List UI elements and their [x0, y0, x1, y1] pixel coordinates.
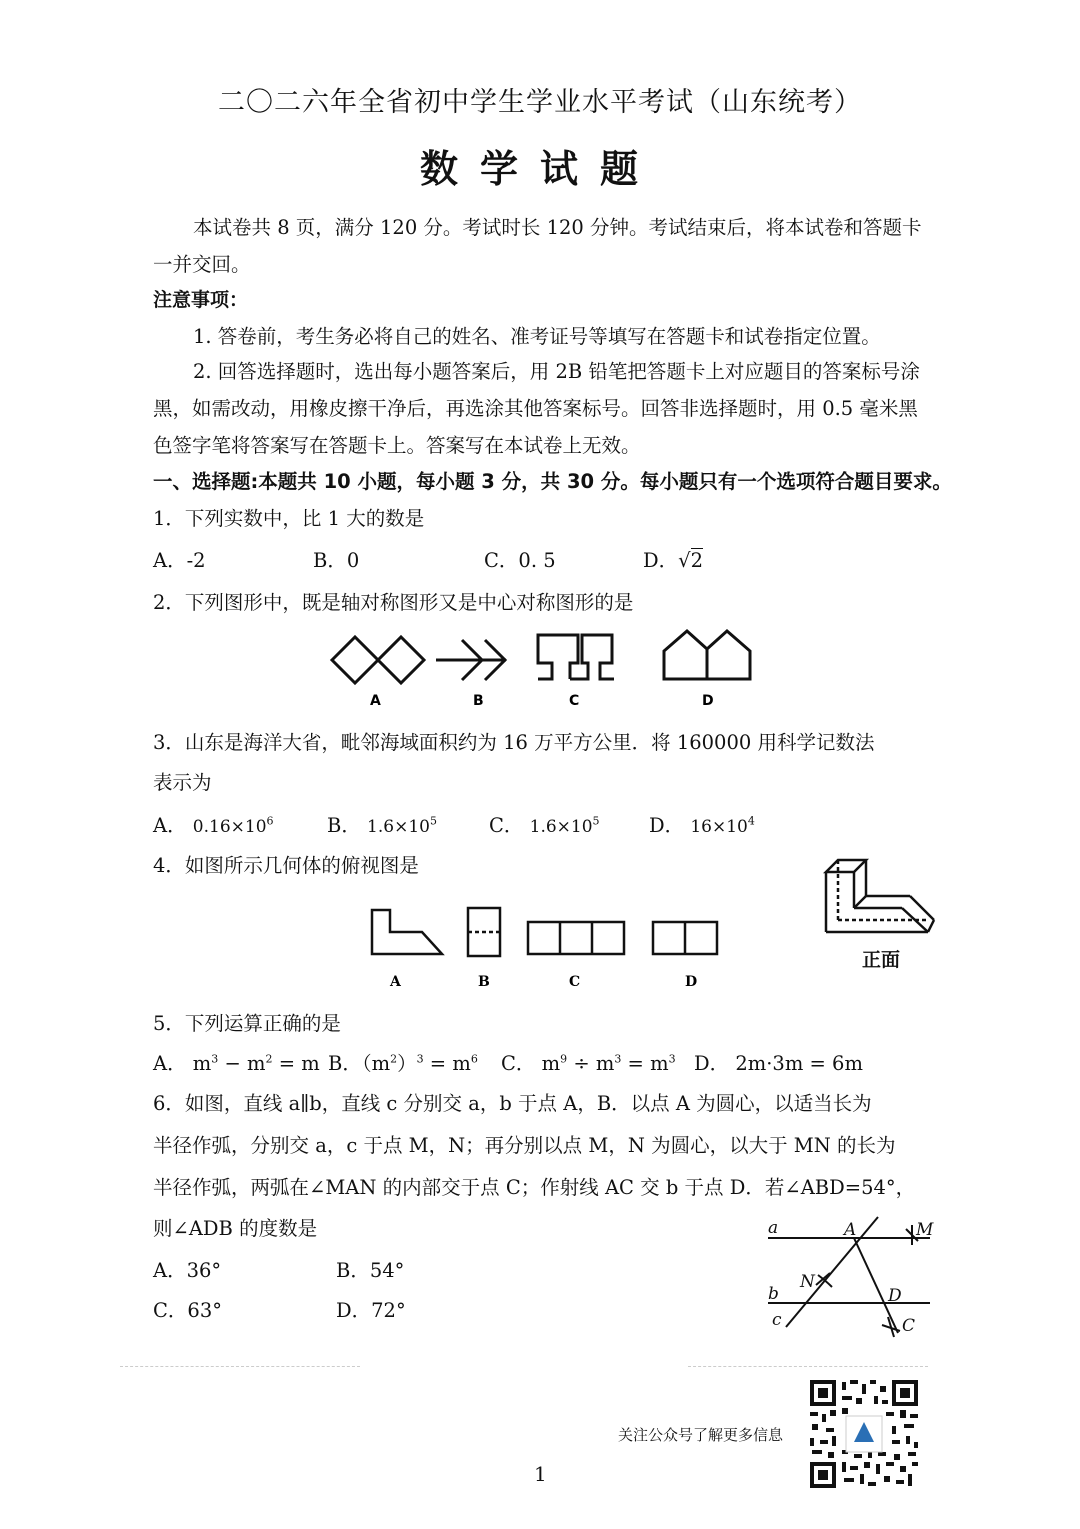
q5-a-part3: = m	[272, 1052, 320, 1075]
q2-figure-d	[664, 631, 750, 679]
q2-label-b: B	[473, 693, 484, 709]
qr-note: 关注公众号了解更多信息	[618, 1426, 784, 1444]
q5-option-b	[328, 1048, 478, 1076]
q4-label-c: C	[569, 974, 581, 990]
q1-option-d	[643, 545, 703, 573]
q3-option-c-exp: 5	[592, 814, 600, 828]
q3-option-c-base: 1.6×10	[529, 817, 593, 837]
q5-c-part2: ÷ m	[567, 1052, 615, 1075]
q1-option-d-label: D．	[643, 549, 679, 572]
section-heading: 一、选择题:本题共 10 小题，每小题 3 分，共 30 分。每小题只有一个选项符合题目要求。	[153, 470, 952, 493]
notice-item-2: 2. 回答选择题时，选出每小题答案后，用 2B 铅笔把答题卡上对应题目的答案标号涂黑，如需改动，用橡皮擦干净后，再选涂其他答案标号。回答非选择题时，用 0.5 毫米黑色签字笔将答案写在答题卡上。答案写在本试卷上无效。	[153, 360, 920, 457]
q2-label-c: C	[569, 693, 580, 709]
q6-fig-label-c: c	[772, 1310, 782, 1330]
qr-code-icon	[808, 1378, 920, 1490]
q1-option-d-value: 2	[690, 549, 703, 572]
q2-figures	[320, 625, 770, 715]
q3-option-b-exp: 5	[429, 814, 437, 828]
q5-option-c	[501, 1048, 676, 1076]
q6-line-1: 6．如图，直线 a∥b，直线 c 分别交 a，b 于点 A，B．以点 A 为圆心，以适当长为	[153, 1092, 872, 1115]
intro-text: 本试卷共 8 页，满分 120 分。考试时长 120 分钟。考试结束后，将本试卷和答题卡一并交回。	[153, 216, 922, 276]
q5-c-exp1: 9	[560, 1052, 568, 1066]
q5-c-part1: m	[541, 1052, 561, 1075]
q2-stem: 2．下列图形中，既是轴对称图形又是中心对称图形的是	[153, 591, 634, 614]
q4-figure-c	[528, 922, 624, 954]
page-number: 1	[534, 1462, 547, 1486]
notice-heading: 注意事项：	[153, 289, 249, 311]
q5-option-d: D． 2m·3m = 6m	[694, 1052, 863, 1075]
q5-b-part3: = m	[423, 1052, 471, 1075]
q3-option-c-label: C．	[489, 814, 524, 837]
q2-label-d: D	[702, 693, 714, 709]
q3-option-d-label: D．	[649, 814, 685, 837]
q6-option-c: C．63°	[153, 1299, 222, 1322]
q4-figure-b	[468, 908, 500, 956]
q5-option-c-label: C．	[501, 1052, 536, 1075]
q6-line-4: 则∠ADB 的度数是	[153, 1217, 318, 1240]
q6-option-d: D．72°	[336, 1299, 406, 1322]
q5-option-a	[153, 1048, 320, 1076]
notice-item-1: 1. 答卷前，考生务必将自己的姓名、准考证号等填写在答题卡和试卷指定位置。	[193, 325, 881, 348]
q4-figures	[360, 900, 740, 995]
q6-fig-label-a: a	[768, 1218, 779, 1238]
q6-option-a: A．36°	[153, 1259, 222, 1282]
q5-b-exp2: 3	[416, 1052, 424, 1066]
q5-a-part1: m	[192, 1052, 212, 1075]
q4-label-b: B	[478, 974, 490, 990]
q5-b-exp3: 6	[470, 1052, 478, 1066]
q5-a-exp1: 3	[211, 1052, 219, 1066]
q4-solid-figure	[818, 852, 943, 937]
q5-option-b-label: B．	[328, 1052, 362, 1075]
q1-option-b: B．0	[313, 549, 360, 572]
q3-option-a-exp: 6	[266, 814, 274, 828]
q3-option-b-label: B．	[327, 814, 361, 837]
q5-stem: 5．下列运算正确的是	[153, 1012, 341, 1035]
q6-fig-label-b: b	[768, 1284, 779, 1304]
exam-title: 二〇二六年全省初中学生学业水平考试（山东统考）	[218, 87, 862, 118]
q3-stem-line2: 表示为	[153, 771, 212, 794]
q5-b-part1: （m	[361, 1052, 391, 1075]
q5-c-exp2: 3	[614, 1052, 622, 1066]
q3-option-d	[649, 810, 755, 838]
q3-option-c	[489, 810, 600, 838]
q4-label-d: D	[685, 974, 698, 990]
q2-label-a: A	[370, 693, 381, 709]
q2-figure-a	[332, 637, 424, 683]
q3-option-b-base: 1.6×10	[367, 817, 430, 837]
q6-line-3: 半径作弧，两弧在∠MAN 的内部交于点 C；作射线 AC 交 b 于点 D．若∠ABD=54°，	[153, 1176, 916, 1199]
q4-front-label: 正面	[862, 949, 901, 971]
q1-stem: 1．下列实数中，比 1 大的数是	[153, 507, 425, 530]
q1-option-a: A．-2	[153, 549, 206, 572]
q5-option-a-label: A．	[153, 1052, 187, 1075]
q6-figure	[760, 1215, 940, 1345]
footer-divider-left	[120, 1366, 360, 1367]
q5-a-part2: − m	[218, 1052, 266, 1075]
q3-option-a-base: 0.16×10	[192, 817, 267, 837]
q5-b-part2: ）	[397, 1052, 417, 1075]
q4-figure-a	[372, 910, 442, 954]
q6-fig-label-M: M	[916, 1220, 934, 1240]
q6-line-2: 半径作弧，分别交 a，c 于点 M，N；再分别以点 M，N 为圆心，以大于 MN 的长为	[153, 1134, 896, 1157]
q5-a-exp2: 2	[265, 1052, 273, 1066]
sqrt-icon: √	[678, 549, 691, 572]
q3-option-a	[153, 810, 274, 838]
q6-fig-label-D: D	[888, 1286, 902, 1306]
subject-title: 数学试题	[419, 146, 660, 191]
q6-fig-label-N: N	[800, 1272, 815, 1292]
q6-option-b: B．54°	[336, 1259, 405, 1282]
q4-figure-d	[653, 922, 717, 954]
q5-c-part3: = m	[621, 1052, 669, 1075]
q4-label-a: A	[390, 974, 401, 990]
q3-stem-line1: 3．山东是海洋大省，毗邻海域面积约为 16 万平方公里．将 160000 用科学记数法	[153, 731, 875, 754]
q4-stem: 4．如图所示几何体的俯视图是	[153, 854, 419, 877]
q5-c-exp3: 3	[668, 1052, 676, 1066]
q2-figure-c	[538, 635, 614, 679]
q3-option-b	[327, 810, 437, 838]
q6-fig-label-C: C	[902, 1316, 916, 1336]
q5-b-exp1: 2	[390, 1052, 398, 1066]
q6-fig-label-A: A	[844, 1220, 857, 1240]
q3-option-a-label: A．	[153, 814, 187, 837]
footer-divider-right	[688, 1366, 928, 1367]
q1-option-c: C．0. 5	[484, 549, 556, 572]
q2-figure-b	[436, 640, 506, 680]
q3-option-d-base: 16×10	[690, 817, 748, 837]
q3-option-d-exp: 4	[747, 814, 755, 828]
